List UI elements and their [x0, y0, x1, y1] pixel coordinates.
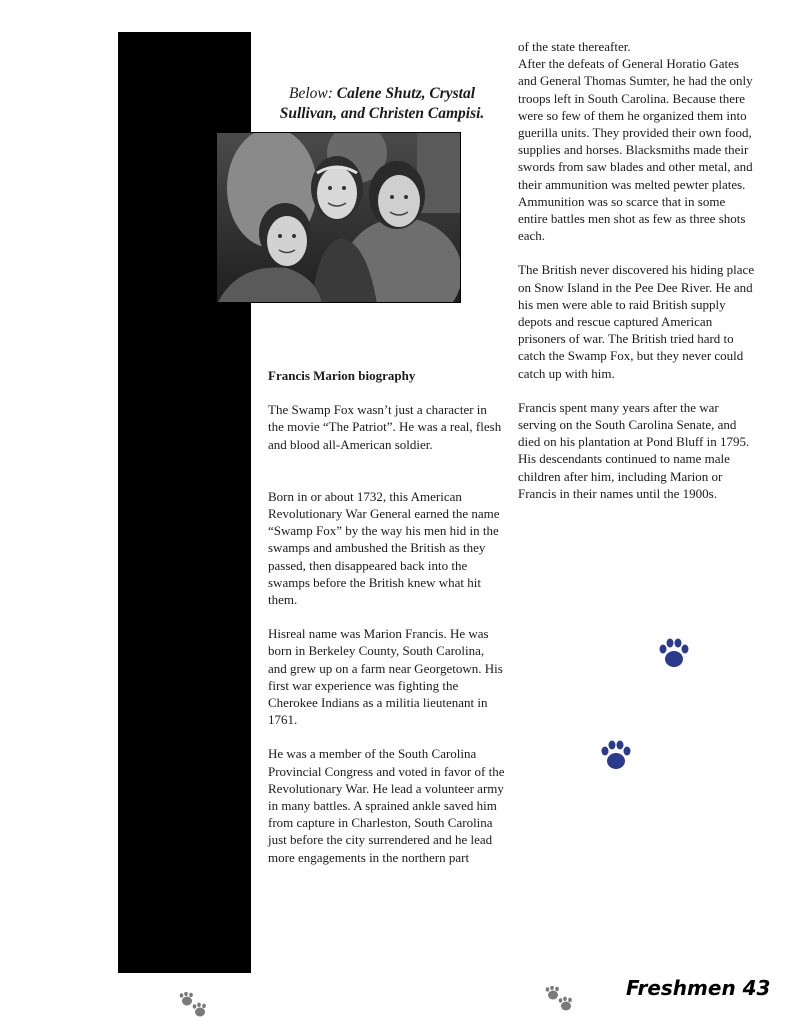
article-right-column	[518, 38, 758, 502]
students-photo	[216, 132, 461, 303]
article-paragraph: The British never discovered his hiding place on Snow Island in the Pee Dee River. He and his men were able to raid British supply depots and rescue captured American prisoners of war. The British tried hard to catch the Swamp Fox, but they never could catch up with him.	[518, 262, 755, 381]
caption-lead: Below:	[288, 85, 333, 102]
photo-caption	[262, 84, 502, 124]
article-paragraph: Born in or about 1732, this American Revolutionary War General earned the name “Swamp Fox” by the way his men hid in the swamps and ambushed the British as they passed, then disappeared back into the swamps before the British knew what hit them.	[268, 488, 500, 608]
article-paragraph: He was a member of the South Carolina Provincial Congress and voted in favor of the Revolutionary War. He lead a volunteer army in many battles. A sprained ankle saved him from capture in Charleston, South Carolina just before the city surrendered and he lead more engagements in the northern part	[268, 746, 505, 865]
article-paragraph: of the state thereafter.	[518, 39, 631, 54]
article-paragraph: After the defeats of General Horatio Gates and General Thomas Sumter, he had the only troops left in South Carolina. Because there were so few of them he organized them into guerilla units. They provided their own food, supplies and horses. Blacksmiths made their swords from saw blades and other metal, and their ammunition was melted pewter plates. Ammunition was so scarce that in some entire battles men shot as few as three shots each.	[518, 56, 753, 244]
paw-print-icon	[599, 738, 633, 772]
page-number-label: Freshmen 43	[626, 976, 771, 1000]
article-paragraph: The Swamp Fox wasn’t just a character in the movie “The Patriot”. He was a real, flesh and blood all-American soldier.	[268, 402, 502, 452]
paw-print-icon	[179, 992, 211, 1020]
article-paragraph: Hisreal name was Marion Francis. He was born in Berkeley County, South Carolina, and grew up on a farm near Georgetown. His first war experience was fighting the Cherokee Indians as a militia lieutenant in 1761.	[268, 626, 503, 728]
article-heading: Francis Marion biography	[268, 368, 416, 383]
caption-names: Calene Shutz, Crystal Sullivan, and Christen Campisi.	[279, 85, 485, 122]
photo-three-students-icon	[217, 133, 461, 303]
paw-print-icon	[545, 986, 577, 1014]
article-paragraph: Francis spent many years after the war serving on the South Carolina Senate, and died on his plantation at Pond Bluff in 1795. His descendants continued to name male children after him, including Marion or Francis in their names until the 1900s.	[518, 399, 750, 501]
article-left-column	[268, 367, 506, 866]
paw-print-icon	[657, 636, 691, 670]
